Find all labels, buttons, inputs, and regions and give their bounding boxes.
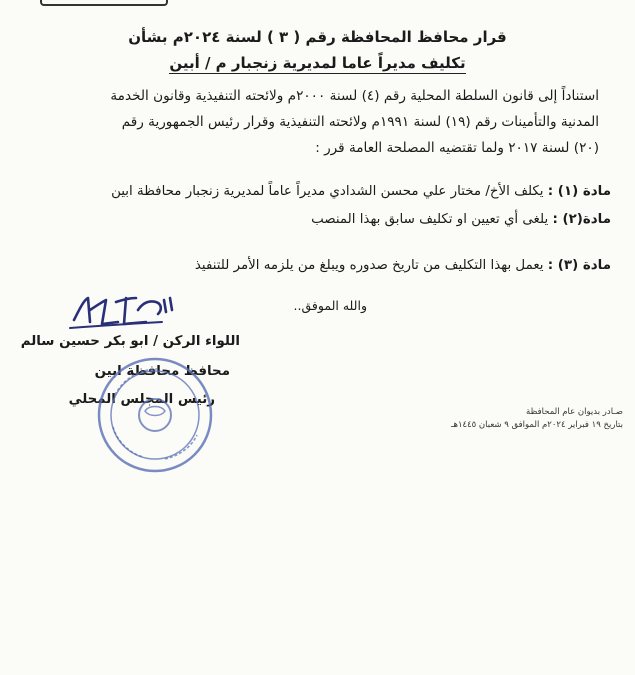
preamble-line: (٢٠) لسنة ٢٠١٧ ولما تقتضيه المصلحة العامة قرر : (315, 140, 599, 156)
decision-title: قرار محافظ المحافظة رقم ( ٣ ) لسنة ٢٠٢٤م بشأن (128, 28, 507, 46)
official-seal (95, 355, 215, 475)
article-2 (311, 212, 611, 227)
article-1 (111, 184, 611, 199)
article-label: مادة (١) : (547, 184, 611, 199)
article-label: مادة(٢) : (552, 212, 611, 227)
letterhead-box (40, 0, 168, 6)
closing-phrase: والله الموفق.. (293, 298, 367, 313)
article-text: يكلف الأخ/ مختار علي محسن الشدادي مديراً عاماً لمديرية زنجبار محافظة ابين (111, 184, 544, 199)
article-text: يلغى أي تعيين او تكليف سابق بهذا المنصب (311, 212, 549, 227)
preamble (22, 83, 599, 161)
issuance-info (451, 406, 623, 432)
signatory-name: اللواء الركن / ابو بكر حسين سالم (20, 334, 240, 349)
preamble-line: استناداً إلى قانون السلطة المحلية رقم (٤) لسنة ٢٠٠٠م ولائحته التنفيذية وقانون الخدمة (110, 88, 599, 104)
article-text: يعمل بهذا التكليف من تاريخ صدوره ويبلغ من يلزمه الأمر للتنفيذ (194, 258, 544, 273)
decision-subject: تكليف مديراً عاما لمديرية زنجبار م / أبين (169, 54, 466, 72)
preamble-line: المدنية والتأمينات رقم (١٩) لسنة ١٩٩١م ولائحته التنفيذية وقرار رئيس الجمهورية رقم (121, 114, 599, 130)
article-3 (195, 258, 611, 273)
issuance-date: بتاريخ ١٩ فبراير ٢٠٢٤م الموافق ٩ شعبان ١٤٤٥هـ (450, 420, 623, 430)
article-label: مادة (٣) : (547, 258, 611, 273)
signatory-role: محافظ محافظة ابين (94, 364, 230, 379)
signatory-role-2: رئيس المجلس المحلي (68, 392, 215, 407)
issuance-place: صـادر بديوان عام المحافظة (526, 407, 623, 417)
